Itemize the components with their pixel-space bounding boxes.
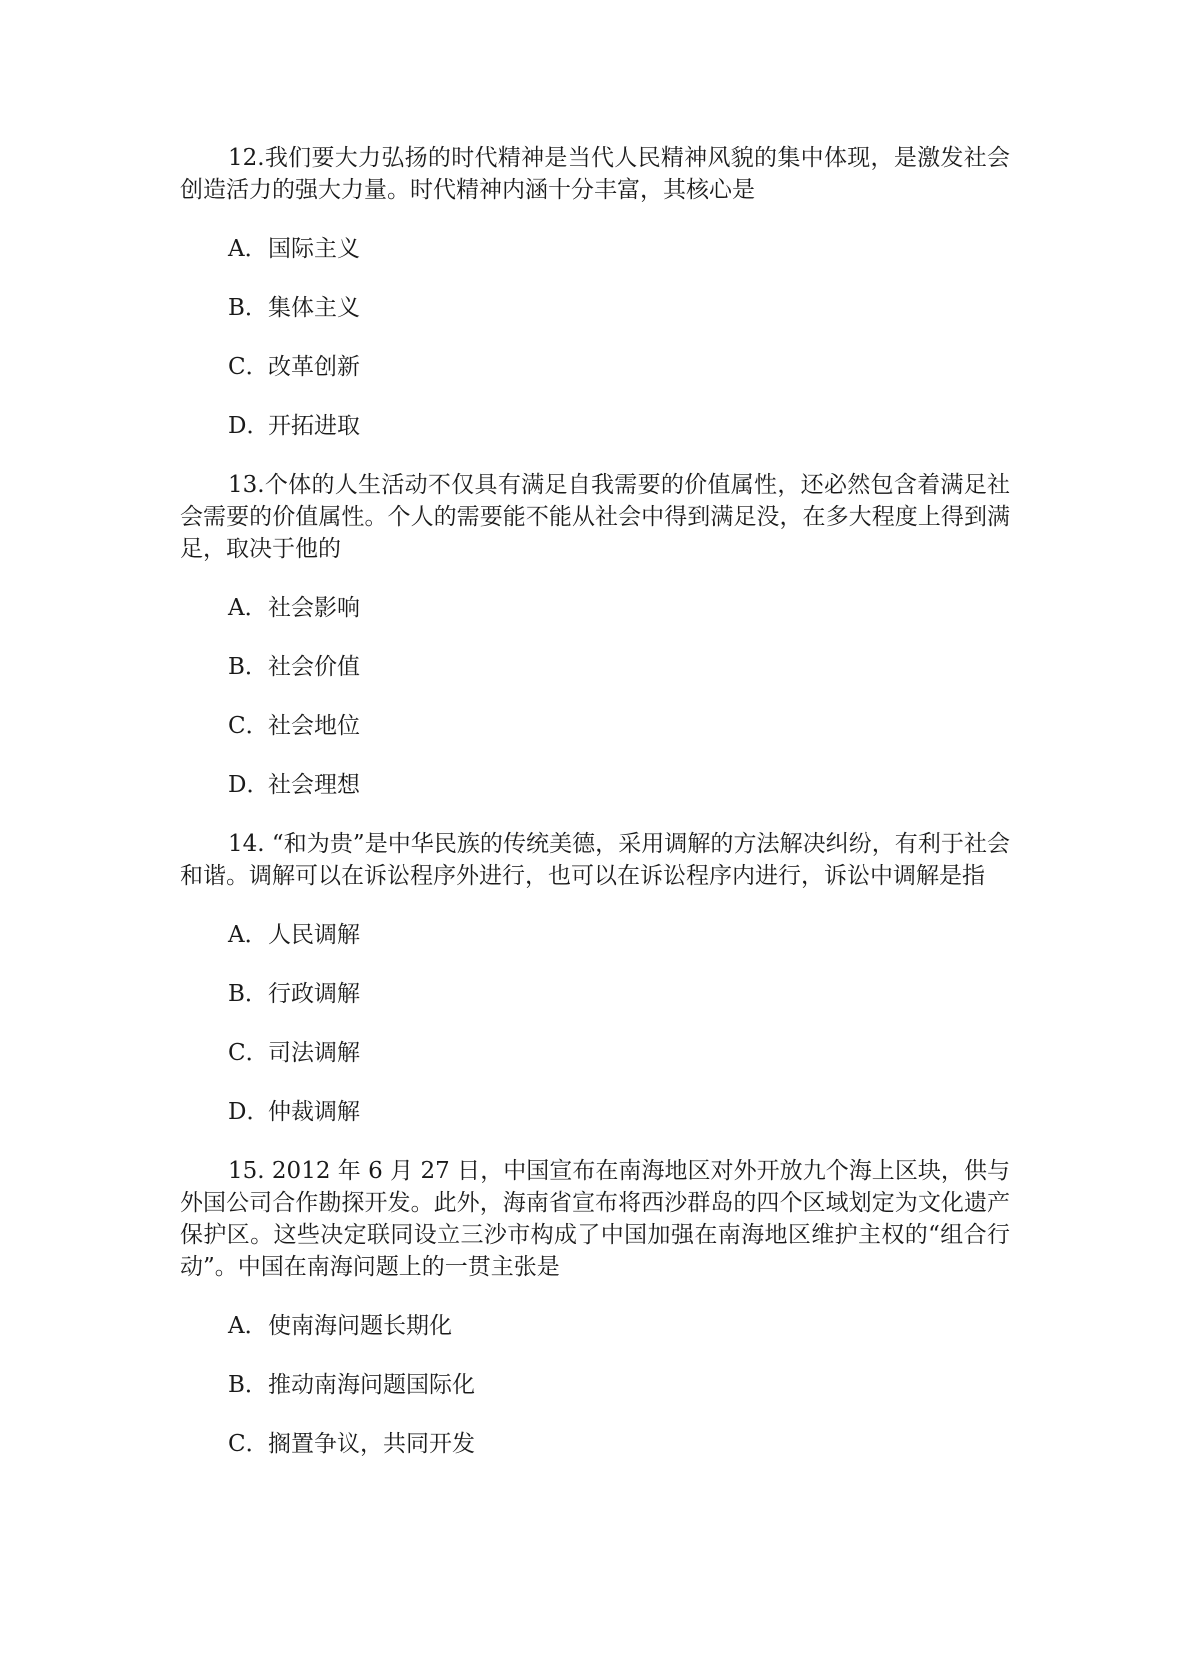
option-b bbox=[180, 978, 1010, 1010]
option-letter: B． bbox=[228, 981, 268, 1007]
option-list bbox=[180, 919, 1010, 1128]
option-text: 改革创新 bbox=[268, 354, 360, 380]
question-stem: 14. “和为贵”是中华民族的传统美德，采用调解的方法解决纠纷，有利于社会和谐。调解可以在诉讼程序外进行，也可以在诉讼程序内进行，诉讼中调解是指 bbox=[180, 831, 1010, 889]
option-letter: D． bbox=[228, 772, 270, 798]
option-text: 推动南海问题国际化 bbox=[268, 1372, 475, 1398]
option-letter: C． bbox=[228, 713, 269, 739]
option-a bbox=[180, 919, 1010, 951]
option-letter: A． bbox=[228, 236, 268, 262]
option-text: 开拓进取 bbox=[268, 413, 360, 439]
option-c bbox=[180, 351, 1010, 383]
question-14 bbox=[180, 828, 1010, 1128]
option-d bbox=[180, 410, 1010, 442]
option-letter: D． bbox=[228, 413, 270, 439]
option-list bbox=[180, 1310, 1010, 1460]
option-letter: A． bbox=[228, 922, 268, 948]
option-text: 社会价值 bbox=[268, 654, 360, 680]
option-a bbox=[180, 233, 1010, 265]
option-list bbox=[180, 233, 1010, 442]
option-a bbox=[180, 1310, 1010, 1342]
option-letter: C． bbox=[228, 354, 269, 380]
option-text: 国际主义 bbox=[268, 236, 360, 262]
option-text: 集体主义 bbox=[268, 295, 360, 321]
option-text: 行政调解 bbox=[268, 981, 360, 1007]
option-text: 社会地位 bbox=[268, 713, 360, 739]
option-b bbox=[180, 1369, 1010, 1401]
option-letter: C． bbox=[228, 1431, 269, 1457]
option-b bbox=[180, 292, 1010, 324]
option-text: 社会理想 bbox=[268, 772, 360, 798]
option-letter: B． bbox=[228, 295, 268, 321]
option-c bbox=[180, 1428, 1010, 1460]
option-a bbox=[180, 592, 1010, 624]
exam-page bbox=[180, 142, 1010, 1460]
question-stem: 15. 2012 年 6 月 27 日，中国宣布在南海地区对外开放九个海上区块，供与外国公司合作勘探开发。此外，海南省宣布将西沙群岛的四个区域划定为文化遗产保护区。这些决定联同设立三沙市构成了中国加强在南海地区维护主权的“组合行动”。中国在南海问题上的一贯主张是 bbox=[180, 1158, 1010, 1280]
option-list bbox=[180, 592, 1010, 801]
question-12 bbox=[180, 142, 1010, 442]
option-letter: C． bbox=[228, 1040, 269, 1066]
option-letter: A． bbox=[228, 1313, 268, 1339]
option-letter: B． bbox=[228, 654, 268, 680]
option-c bbox=[180, 1037, 1010, 1069]
option-d bbox=[180, 769, 1010, 801]
question-stem: 13.个体的人生活动不仅具有满足自我需要的价值属性，还必然包含着满足社会需要的价值属性。个人的需要能不能从社会中得到满足没，在多大程度上得到满足，取决于他的 bbox=[180, 472, 1010, 562]
option-c bbox=[180, 710, 1010, 742]
option-text: 司法调解 bbox=[268, 1040, 360, 1066]
option-text: 使南海问题长期化 bbox=[268, 1313, 452, 1339]
question-15 bbox=[180, 1155, 1010, 1460]
option-b bbox=[180, 651, 1010, 683]
option-text: 搁置争议，共同开发 bbox=[268, 1431, 475, 1457]
option-text: 仲裁调解 bbox=[268, 1099, 360, 1125]
option-text: 社会影响 bbox=[268, 595, 360, 621]
option-text: 人民调解 bbox=[268, 922, 360, 948]
question-stem: 12.我们要大力弘扬的时代精神是当代人民精神风貌的集中体现，是激发社会创造活力的强大力量。时代精神内涵十分丰富，其核心是 bbox=[180, 145, 1010, 203]
option-letter: B． bbox=[228, 1372, 268, 1398]
question-13 bbox=[180, 469, 1010, 801]
option-letter: D． bbox=[228, 1099, 270, 1125]
option-letter: A． bbox=[228, 595, 268, 621]
option-d bbox=[180, 1096, 1010, 1128]
